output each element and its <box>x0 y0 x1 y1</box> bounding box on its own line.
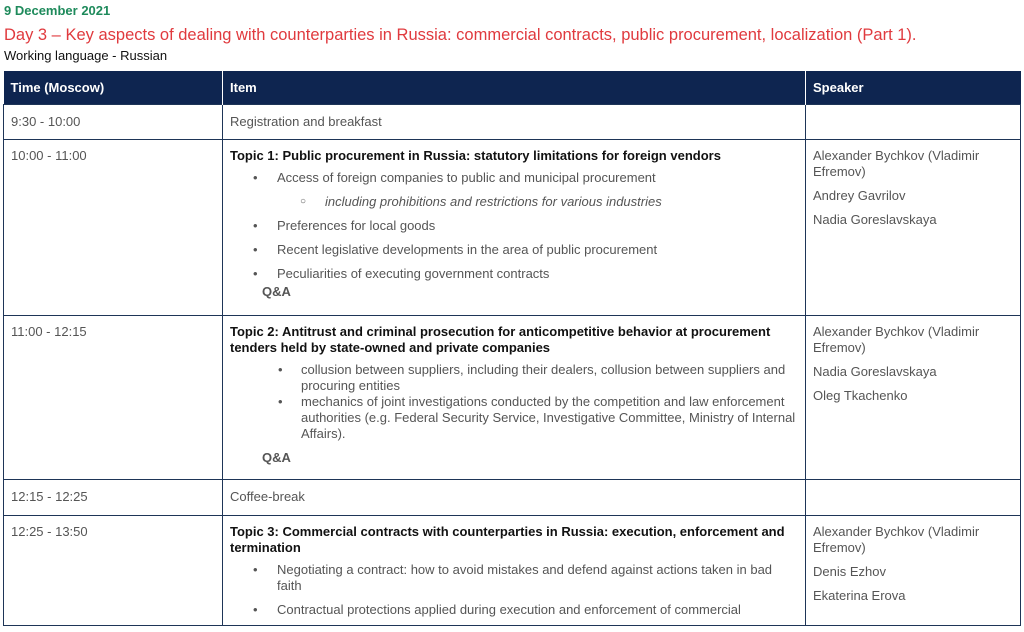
time-cell: 12:15 - 12:25 <box>4 480 223 516</box>
bullet-list <box>230 562 798 618</box>
speaker-name: Ekaterina Erova <box>813 588 906 603</box>
topic-title: Topic 1: Public procurement in Russia: statutory limitations for foreign vendors <box>230 148 721 163</box>
table-row <box>4 316 1021 480</box>
table-row <box>4 105 1021 140</box>
speaker-cell <box>806 105 1021 140</box>
list-item: • Recent legislative developments in the area of public procurement <box>230 242 798 258</box>
speaker-name: Andrey Gavrilov <box>813 188 906 203</box>
topic-title: Topic 3: Commercial contracts with counterparties in Russia: execution, enforcement and termination <box>230 524 785 555</box>
speaker-cell <box>806 516 1021 626</box>
agenda-table <box>3 71 1021 626</box>
list-item: • Negotiating a contract: how to avoid mistakes and defend against actions taken in bad faith <box>230 562 798 594</box>
time-cell: 12:25 - 13:50 <box>4 516 223 626</box>
speaker-name: Nadia Goreslavskaya <box>813 212 937 227</box>
speaker-name: Nadia Goreslavskaya <box>813 364 937 379</box>
day-title: Day 3 – Key aspects of dealing with counterparties in Russia: commercial contracts, public procurement, localization (Part 1). <box>4 26 917 44</box>
list-item: • Contractual protections applied during execution and enforcement of commercial <box>230 602 798 618</box>
speaker-cell <box>806 140 1021 316</box>
working-language: Working language - Russian <box>4 48 168 63</box>
list-item <box>230 170 798 210</box>
topic-title: Topic 2: Antitrust and criminal prosecution for anticompetitive behavior at procurement tenders held by state-owned and private companies <box>230 324 771 355</box>
list-item: • Peculiarities of executing government contracts <box>230 266 798 282</box>
speaker-name: Alexander Bychkov (Vladimir Efremov) <box>813 524 980 555</box>
list-item: • collusion between suppliers, including their dealers, collusion between suppliers and procuring entities <box>230 362 798 394</box>
item-cell: Coffee-break <box>223 480 806 516</box>
speaker-name: Alexander Bychkov (Vladimir Efremov) <box>813 324 980 355</box>
item-cell <box>223 316 806 480</box>
time-cell: 11:00 - 12:15 <box>4 316 223 480</box>
qa-label: Q&A <box>262 284 291 299</box>
table-row <box>4 140 1021 316</box>
item-cell: Registration and breakfast <box>223 105 806 140</box>
item-cell <box>223 140 806 316</box>
column-header-time: Time (Moscow) <box>4 71 223 105</box>
speaker-cell <box>806 480 1021 516</box>
speaker-name: Alexander Bychkov (Vladimir Efremov) <box>813 148 980 179</box>
speaker-name: Oleg Tkachenko <box>813 388 908 403</box>
qa-label: Q&A <box>262 450 291 465</box>
bullet-list <box>230 362 798 442</box>
sub-list-item: ○ including prohibitions and restrictions for various industries <box>277 194 798 210</box>
header-row <box>4 71 1021 105</box>
column-header-speaker: Speaker <box>806 71 1021 105</box>
event-date: 9 December 2021 <box>4 3 111 18</box>
column-header-item: Item <box>223 71 806 105</box>
bullet-list <box>230 170 798 282</box>
time-cell: 9:30 - 10:00 <box>4 105 223 140</box>
table-row <box>4 516 1021 626</box>
list-item: • mechanics of joint investigations conducted by the competition and law enforcement authorities (e.g. Federal Security Service, Investigative Committee, Ministry of Internal Affairs). <box>230 394 798 442</box>
list-item: • Preferences for local goods <box>230 218 798 234</box>
item-cell <box>223 516 806 626</box>
table-row <box>4 480 1021 516</box>
speaker-name: Denis Ezhov <box>813 564 886 579</box>
bullet-text: Access of foreign companies to public and municipal procurement <box>277 170 656 185</box>
time-cell: 10:00 - 11:00 <box>4 140 223 316</box>
sub-list <box>277 194 798 210</box>
speaker-cell <box>806 316 1021 480</box>
